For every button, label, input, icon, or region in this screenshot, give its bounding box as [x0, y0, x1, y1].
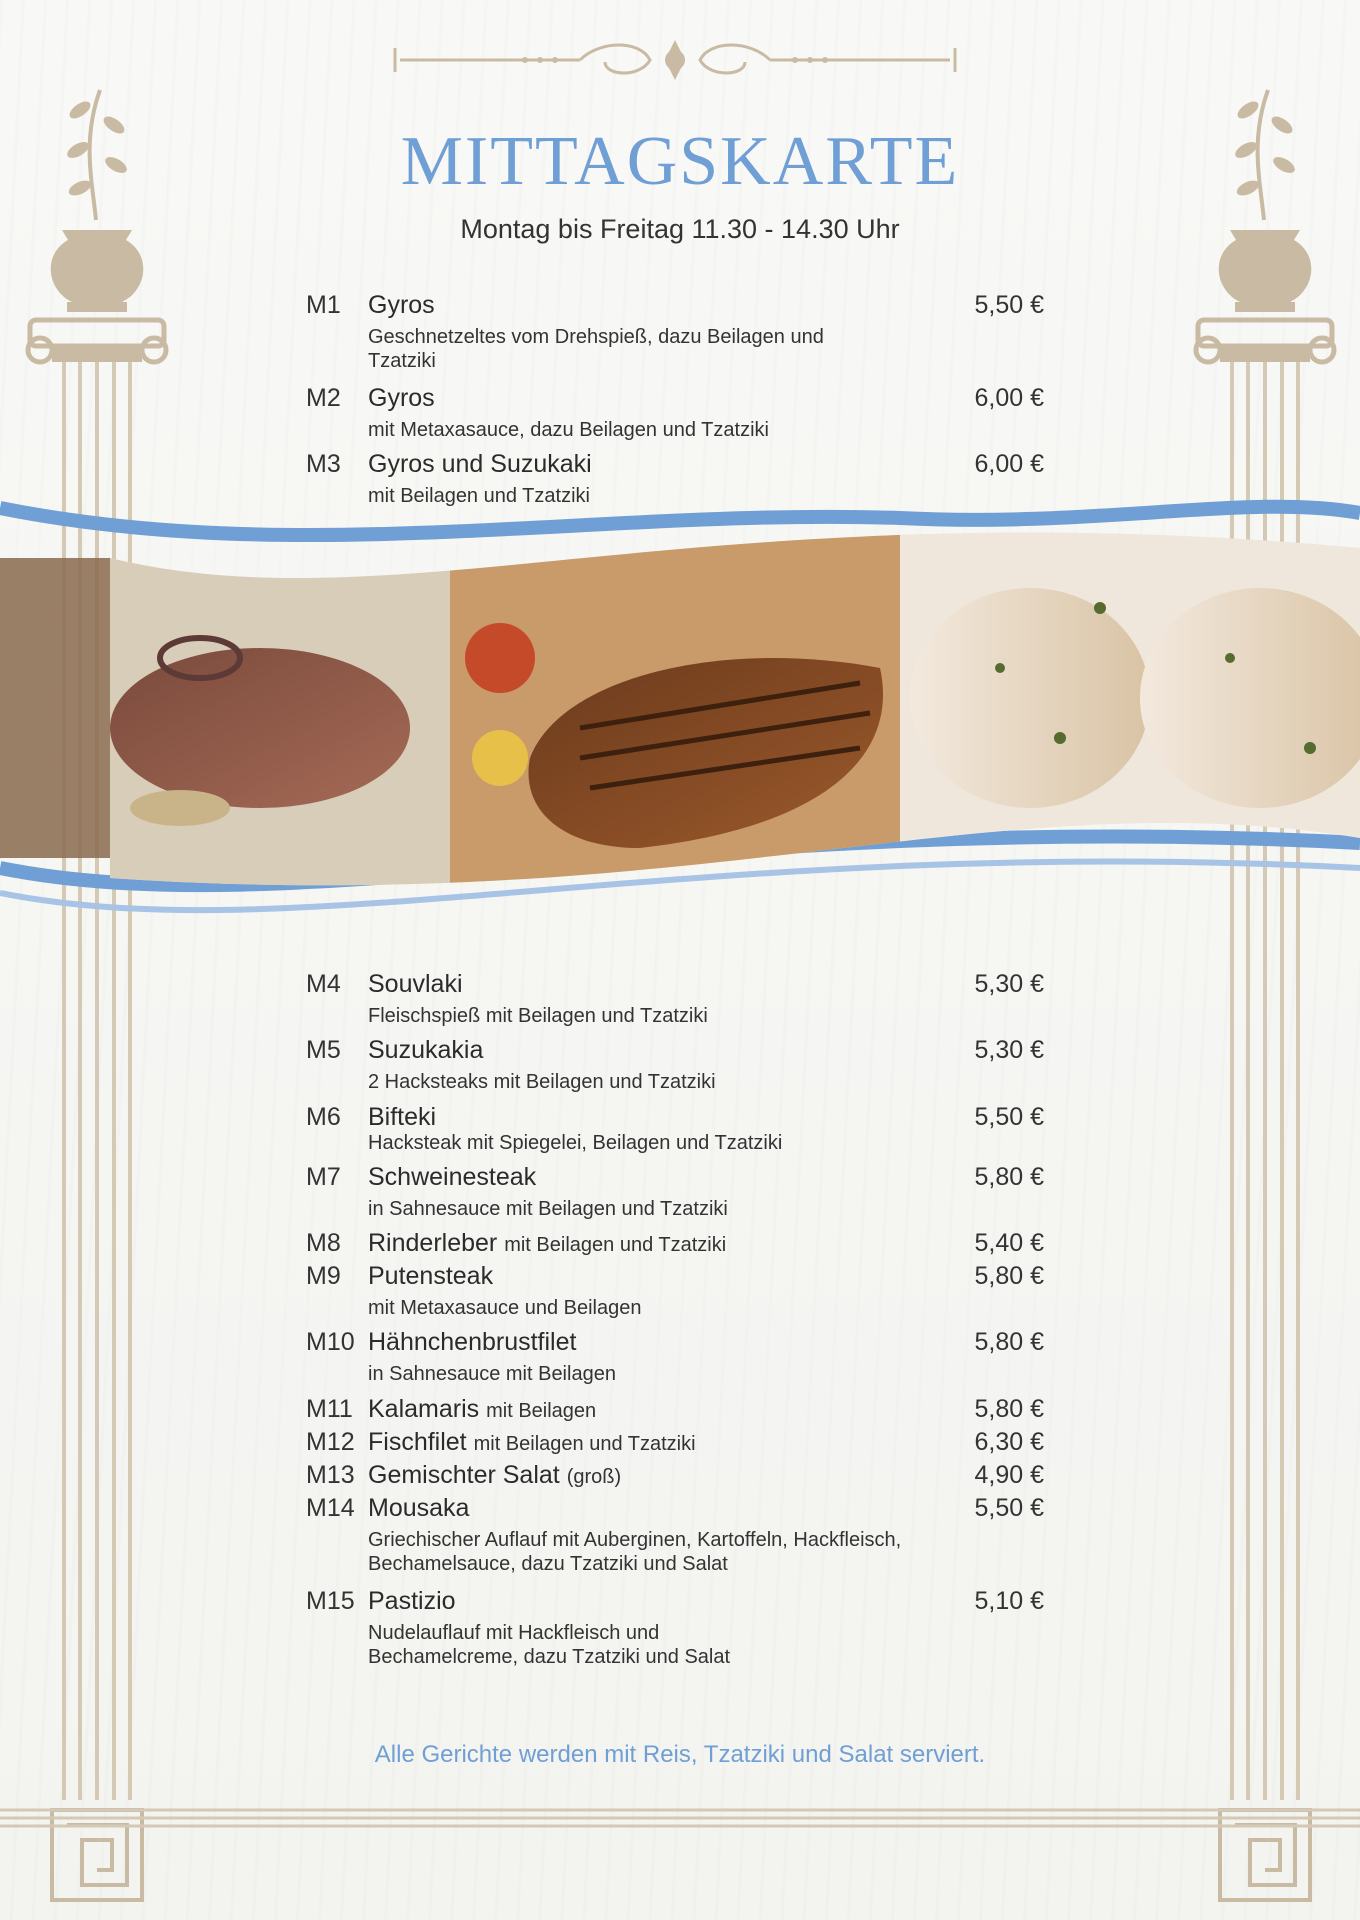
item-name: Suzukakia	[368, 1036, 484, 1064]
item-price: 6,30 €	[974, 1428, 1044, 1456]
item-price: 5,80 €	[974, 1328, 1044, 1356]
item-code: M9	[306, 1262, 341, 1290]
item-description: in Sahnesauce mit Beilagen und Tzatziki	[368, 1198, 728, 1220]
menu-item-m7	[300, 1163, 1060, 1221]
item-name: Bifteki	[368, 1103, 437, 1131]
item-price: 6,00 €	[974, 384, 1044, 412]
item-price: 5,30 €	[974, 1036, 1044, 1064]
food-photo-banner	[0, 498, 1360, 953]
item-inline-description: mit Beilagen und Tzatziki	[504, 1234, 727, 1256]
item-name: Gyros	[368, 291, 435, 319]
item-name: Hähnchenbrustfilet	[368, 1328, 577, 1356]
item-price: 5,80 €	[974, 1262, 1044, 1290]
bottom-border-decoration	[0, 1800, 1360, 1870]
item-description: mit Metaxasauce und Beilagen	[368, 1297, 642, 1319]
item-description: Griechischer Auflauf mit Auberginen, Kartoffeln, Hackfleisch, Bechamelsauce, dazu Tzatziki und Salat	[368, 1529, 902, 1575]
item-description: Nudelauflauf mit Hackfleisch und Bechamelcreme, dazu Tzatziki und Salat	[368, 1622, 731, 1668]
item-inline-description: mit Beilagen	[486, 1400, 597, 1422]
item-price: 5,50 €	[974, 1103, 1044, 1131]
item-description: mit Beilagen und Tzatziki	[368, 485, 590, 507]
item-name: Mousaka	[368, 1494, 470, 1522]
greek-column-left-icon	[22, 70, 172, 1910]
item-price: 5,50 €	[974, 291, 1044, 319]
item-code: M8	[306, 1229, 341, 1257]
menu-item-m4	[300, 970, 1060, 1028]
item-code: M3	[306, 450, 341, 478]
menu-item-m15	[300, 1587, 1060, 1669]
menu-item-m9	[300, 1262, 1060, 1320]
item-price: 5,80 €	[974, 1163, 1044, 1191]
menu-item-m8	[300, 1229, 1060, 1263]
item-price: 6,00 €	[974, 450, 1044, 478]
item-name: Gyros	[368, 384, 435, 412]
item-name: Souvlaki	[368, 970, 463, 998]
item-code: M4	[306, 970, 341, 998]
menu-item-m1	[300, 291, 1060, 373]
item-inline-description: mit Beilagen und Tzatziki	[473, 1433, 696, 1455]
item-description: Hacksteak mit Spiegelei, Beilagen und Tzatziki	[368, 1132, 783, 1154]
item-name: Schweinesteak	[368, 1163, 537, 1191]
item-name: Pastizio	[368, 1587, 456, 1615]
opening-hours: Montag bis Freitag 11.30 - 14.30 Uhr	[460, 214, 900, 244]
item-name	[368, 1428, 696, 1457]
item-code: M12	[306, 1428, 355, 1456]
item-description: mit Metaxasauce, dazu Beilagen und Tzatziki	[368, 419, 769, 441]
item-name-text: Fischfilet	[368, 1428, 467, 1456]
item-price: 5,40 €	[974, 1229, 1044, 1257]
item-name-text: Rinderleber	[368, 1229, 498, 1257]
item-price: 4,90 €	[974, 1461, 1044, 1489]
item-code: M5	[306, 1036, 341, 1064]
menu-item-m10	[300, 1328, 1060, 1386]
menu-item-m6	[300, 1103, 1060, 1155]
item-code: M11	[306, 1395, 353, 1423]
item-name-text: Kalamaris	[368, 1395, 480, 1423]
item-code: M13	[306, 1461, 355, 1489]
item-code: M15	[306, 1587, 355, 1615]
item-name-text: Gemischter Salat	[368, 1461, 560, 1489]
menu-item-m14	[300, 1494, 1060, 1576]
ornament-flourish-icon	[390, 38, 960, 82]
item-name	[368, 1229, 726, 1258]
menu-item-m13	[300, 1461, 1060, 1495]
item-description: Fleischspieß mit Beilagen und Tzatziki	[368, 1005, 708, 1027]
item-code: M10	[306, 1328, 355, 1356]
item-price: 5,50 €	[974, 1494, 1044, 1522]
item-name: Gyros und Suzukaki	[368, 450, 592, 478]
item-code: M2	[306, 384, 341, 412]
item-code: M6	[306, 1103, 341, 1131]
footer-note: Alle Gerichte werden mit Reis, Tzatziki und Salat serviert.	[374, 1741, 986, 1768]
menu-item-m11	[300, 1395, 1060, 1429]
item-name	[368, 1461, 621, 1490]
item-code: M14	[306, 1494, 355, 1522]
item-code: M1	[306, 291, 341, 319]
page-title: MITTAGSKARTE	[400, 123, 960, 200]
greek-column-right-icon	[1190, 70, 1340, 1910]
item-description: Geschnetzeltes vom Drehspieß, dazu Beilagen und Tzatziki	[368, 326, 824, 372]
item-description: in Sahnesauce mit Beilagen	[368, 1363, 616, 1385]
menu-item-m5	[300, 1036, 1060, 1094]
item-price: 5,10 €	[974, 1587, 1044, 1615]
item-inline-description: (groß)	[566, 1466, 622, 1488]
item-name	[368, 1395, 596, 1424]
item-price: 5,30 €	[974, 970, 1044, 998]
item-code: M7	[306, 1163, 341, 1191]
menu-item-m3	[300, 450, 1060, 508]
menu-item-m2	[300, 384, 1060, 442]
item-name: Putensteak	[368, 1262, 494, 1290]
item-price: 5,80 €	[974, 1395, 1044, 1423]
item-description: 2 Hacksteaks mit Beilagen und Tzatziki	[368, 1071, 716, 1093]
menu-item-m12	[300, 1428, 1060, 1462]
